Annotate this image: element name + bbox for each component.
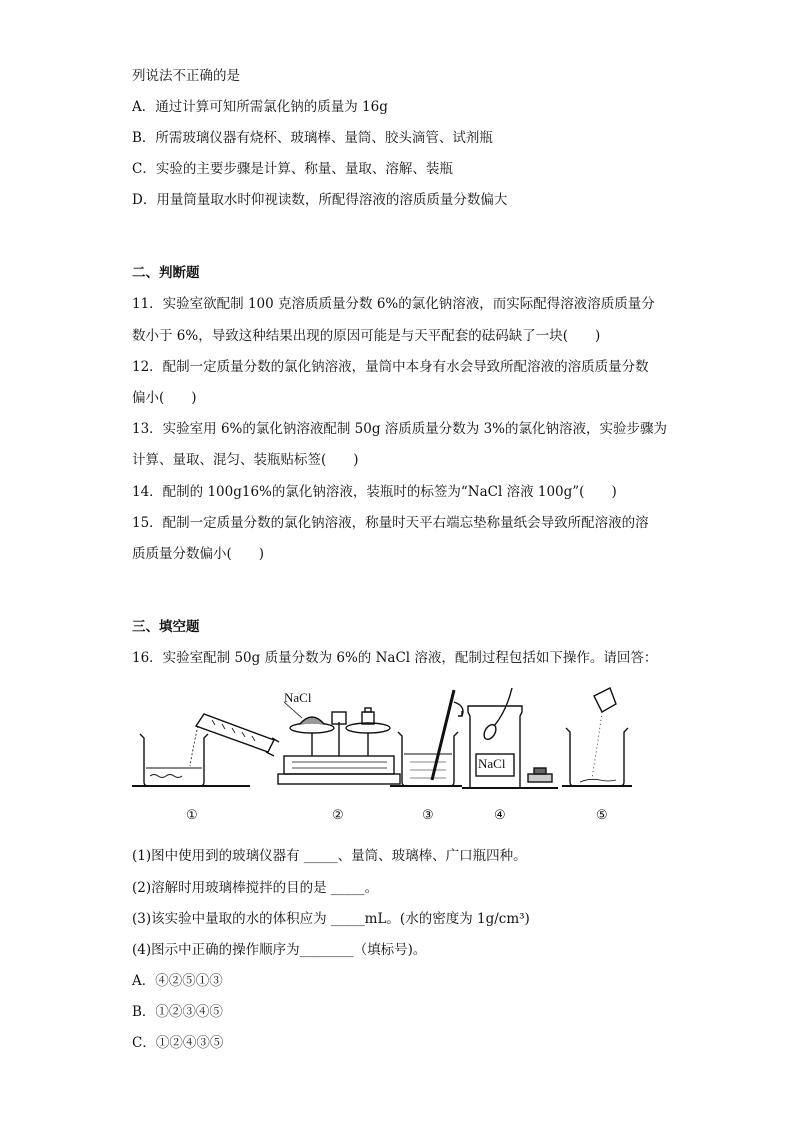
q10-option-b: B．所需玻璃仪器有烧杯、玻璃棒、量筒、胶头滴管、试剂瓶 <box>132 130 493 146</box>
reagent-bottle-icon <box>468 688 522 788</box>
figure-label-3: ③ <box>422 808 434 823</box>
q11-line1: 11．实验室欲配制 100 克溶质质量分数 6%的氯化钠溶液，而实际配得溶液溶质质量分 <box>132 296 655 312</box>
q16-part-4: (4)图示中正确的操作顺序为________（填标号)。 <box>132 942 427 958</box>
figure-label-5: ⑤ <box>596 808 608 823</box>
beaker-pouring-solid-icon <box>566 688 628 786</box>
q16-option-b: B．①②③④⑤ <box>132 1004 223 1020</box>
experiment-illustration <box>132 682 672 832</box>
q16-part-3: (3)该实验中量取的水的体积应为 _____mL。(水的密度为 1g/cm³) <box>132 911 530 927</box>
nacl-label-top: NaCl <box>284 690 312 705</box>
q15-line2: 质质量分数偏小( ) <box>132 546 265 562</box>
figure-label-1: ① <box>186 808 198 823</box>
q10-tail: 列说法不正确的是 <box>132 68 240 84</box>
q16-part-2: (2)溶解时用玻璃棒搅拌的目的是 _____。 <box>132 880 379 896</box>
q13-line2: 计算、量取、混匀、装瓶贴标签( ) <box>132 452 359 468</box>
stopper-icon <box>528 768 552 782</box>
q16-stem: 16．实验室配制 50g 质量分数为 6%的 NaCl 溶液，配制过程包括如下操作。请回答： <box>132 650 658 666</box>
q15-line1: 15．配制一定质量分数的氯化钠溶液，称量时天平右端忘垫称量纸会导致所配溶液的溶 <box>132 515 649 531</box>
q11-line2: 数小于 6%，导致这种结果出现的原因可能是与天平配套的砝码缺了一块( ) <box>132 328 601 344</box>
q12-line1: 12．配制一定质量分数的氯化钠溶液，量筒中本身有水会导致所配溶液的溶质质量分数 <box>132 359 649 375</box>
section-title-fill-blank: 三、填空题 <box>132 619 200 635</box>
experiment-figure <box>132 682 672 832</box>
q16-part-1: (1)图中使用到的玻璃仪器有 _____、量筒、玻璃棒、广口瓶四种。 <box>132 848 527 864</box>
beaker-icon <box>140 734 208 786</box>
nacl-label-bottle: NaCl <box>478 756 506 771</box>
balance-scale-icon <box>278 708 400 784</box>
q13-line1: 13．实验室用 6%的氯化钠溶液配制 50g 溶质质量分数为 3%的氯化钠溶液，实验步骤为 <box>132 421 667 437</box>
figure-label-2: ② <box>332 808 344 823</box>
q14-line1: 14．配制的 100g16%的氯化钠溶液，装瓶时的标签为“NaCl 溶液 100g”( ) <box>132 484 617 500</box>
beaker-stirring-icon <box>398 690 463 786</box>
q16-option-c: C．①②④③⑤ <box>132 1035 224 1051</box>
section-title-judgement: 二、判断题 <box>132 265 200 281</box>
q10-option-c: C．实验的主要步骤是计算、称量、量取、溶解、装瓶 <box>132 161 453 177</box>
q16-option-a: A．④②⑤①③ <box>132 973 223 989</box>
q10-option-a: A．通过计算可知所需氯化钠的质量为 16g <box>132 99 388 115</box>
q12-line2: 偏小( ) <box>132 390 197 406</box>
figure-label-4: ④ <box>494 808 506 823</box>
q10-option-d: D．用量筒量取水时仰视读数，所配得溶液的溶质质量分数偏大 <box>132 192 508 208</box>
